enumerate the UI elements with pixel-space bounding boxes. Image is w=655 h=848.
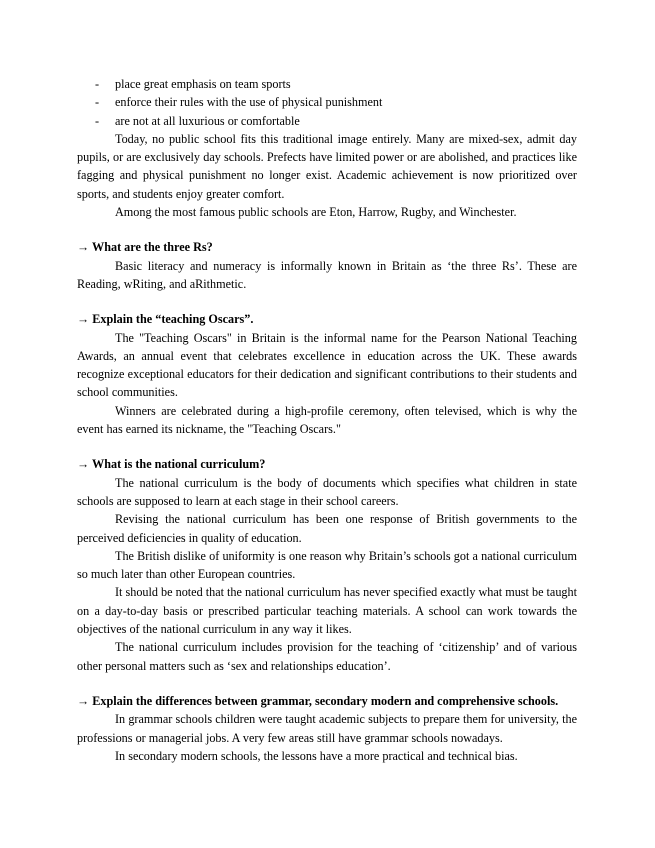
paragraph: The national curriculum includes provision for the teaching of ‘citizenship’ and of various other personal matters such as ‘sex and relationships education’.: [77, 640, 577, 673]
bullet-marker: -: [95, 113, 100, 128]
bullet-marker: -: [95, 95, 100, 110]
paragraph: It should be noted that the national curriculum has never specified exactly what must be taught on a day-to-day basis or prescribed particular teaching materials. A school can work towards the objectives of the national curriculum in any way it likes.: [77, 585, 577, 637]
paragraph: The national curriculum is the body of documents which specifies what children in state schools are supposed to learn at each stage in their school careers.: [77, 475, 577, 508]
paragraph: Today, no public school fits this traditional image entirely. Many are mixed-sex, admit day pupils, or are exclusively day schools. Prefects have limited power or are abolished, and practices like fagging and physical punishment no longer exist. Academic achievement is now prioritized over sports, and students enjoy greater comfort.: [77, 131, 577, 201]
list-item: - place great emphasis on team sports: [77, 75, 577, 93]
section-heading: → Explain the differences between grammar, secondary modern and comprehensive schools.: [77, 693, 559, 708]
section-heading: → What is the national curriculum?: [77, 457, 266, 472]
page-body: [77, 75, 577, 765]
paragraph: Basic literacy and numeracy is informally known in Britain as ‘the three Rs’. These are Reading, wRiting, and aRithmetic.: [77, 258, 577, 291]
bullet-marker: -: [95, 77, 100, 91]
paragraph: In grammar schools children were taught academic subjects to prepare them for university, the professions or managerial jobs. A very few areas still have grammar schools nowadays.: [77, 712, 577, 745]
section-heading: → What are the three Rs?: [77, 240, 213, 255]
paragraph: Among the most famous public schools are Eton, Harrow, Rugby, and Winchester.: [115, 205, 517, 220]
paragraph: The "Teaching Oscars" in Britain is the informal name for the Pearson National Teaching Awards, an annual event that celebrates excellence in education across the UK. These awards recognize exceptional educators for their dedication and significant contributions to their students and school communities.: [77, 330, 577, 400]
paragraph: In secondary modern schools, the lessons have a more practical and technical bias.: [115, 748, 518, 763]
section-heading: → Explain the “teaching Oscars”.: [77, 312, 254, 327]
paragraph: Winners are celebrated during a high-profile ceremony, often televised, which is why the event has earned its nickname, the "Teaching Oscars.": [77, 403, 577, 437]
paragraph: Revising the national curriculum has been one response of British governments to the perceived deficiencies in quality of education.: [77, 512, 577, 545]
list-item: - are not at all luxurious or comfortable: [77, 112, 577, 130]
list-item: - enforce their rules with the use of physical punishment: [77, 93, 577, 111]
paragraph: The British dislike of uniformity is one reason why Britain’s schools got a national curriculum so much later than other European countries.: [77, 548, 577, 582]
